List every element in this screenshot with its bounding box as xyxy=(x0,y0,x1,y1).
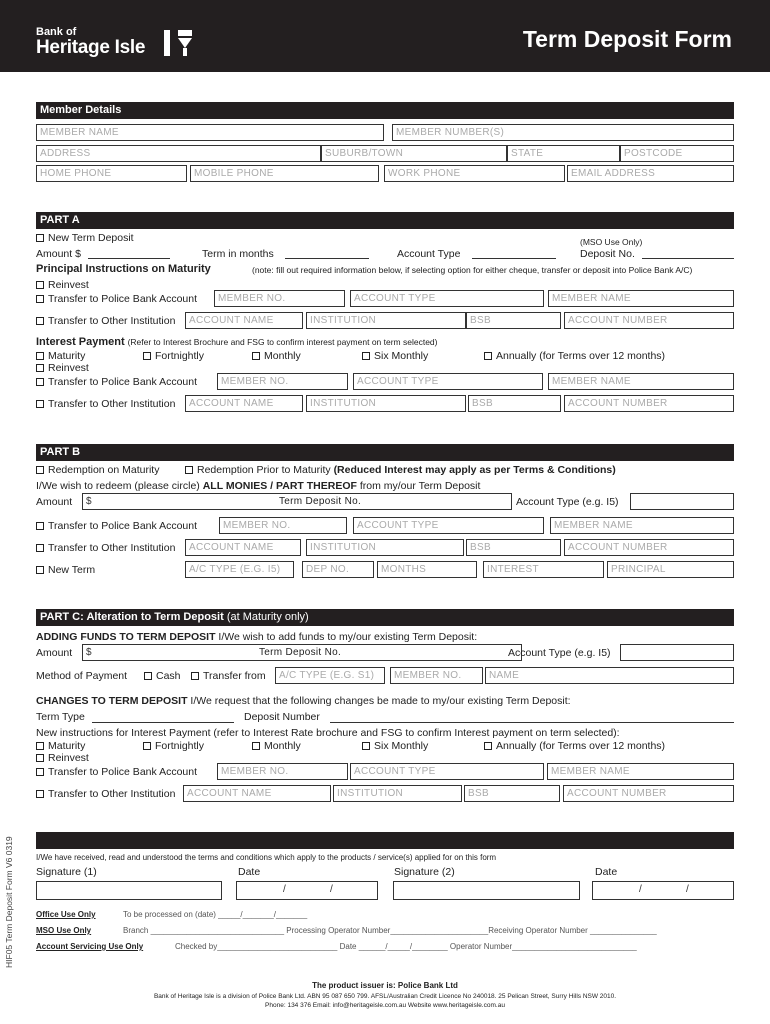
account-number-field[interactable]: ACCOUNT NUMBER xyxy=(564,539,734,556)
checkbox-icon[interactable] xyxy=(36,566,44,574)
transfer-from-option[interactable] xyxy=(191,670,266,682)
reinvest-label: Reinvest xyxy=(48,362,89,374)
checkbox-icon[interactable] xyxy=(362,352,370,360)
new-term-deposit-label: New Term Deposit xyxy=(48,232,134,244)
account-number-field[interactable]: ACCOUNT NUMBER xyxy=(564,312,734,329)
part-c-title: PART C: Alteration to Term Deposit xyxy=(40,611,224,623)
redeem-wish-text: I/We wish to redeem (please circle) xyxy=(36,480,200,492)
redeem-wish-line xyxy=(36,480,480,492)
suburb-field[interactable]: SUBURB/TOWN xyxy=(321,145,507,162)
account-type-label: Account Type xyxy=(397,248,461,260)
c-monthly-option[interactable] xyxy=(252,740,301,752)
months-field[interactable]: MONTHS xyxy=(377,561,477,578)
member-name-field[interactable]: MEMBER NAME xyxy=(548,290,734,307)
principal-note: (note: fill out required information below, if selecting option for either cheque, transfer or deposit into Police Bank A/C) xyxy=(252,265,693,275)
part-c-subtitle: (at Maturity only) xyxy=(226,611,309,623)
term-type-label: Term Type xyxy=(36,711,85,723)
deposit-number-line[interactable] xyxy=(330,722,734,723)
bsb-field[interactable]: BSB xyxy=(468,395,561,412)
bank-name-line2: Heritage Isle xyxy=(36,37,146,58)
signature-1-label: Signature (1) xyxy=(36,866,97,878)
checked-by-line[interactable]: Checked by___________________________ Date ______/_____/________ Operator Number____________________________ xyxy=(175,942,637,951)
reinvest-label: Reinvest xyxy=(48,279,89,291)
method-payment-label: Method of Payment xyxy=(36,670,128,682)
product-issuer: The product issuer is: Police Bank Ltd xyxy=(312,981,458,990)
checkbox-icon[interactable] xyxy=(362,742,370,750)
principal-field[interactable]: PRINCIPAL xyxy=(607,561,734,578)
terms-acknowledgement: I/We have received, read and understood the terms and conditions which apply to the products / service(s) applied for on this form xyxy=(36,853,497,862)
legal-line-2: Phone: 134 376 Email: info@heritageisle.com.au Website www.heritageisle.com.au xyxy=(265,1002,505,1009)
checkbox-icon[interactable] xyxy=(143,352,151,360)
account-name-field[interactable]: ACCOUNT NAME xyxy=(185,539,301,556)
checkbox-icon[interactable] xyxy=(185,466,193,474)
new-instructions-text: New instructions for Interest Payment (refer to Interest Rate brochure and FSG to confirm Interest payment on term selected): xyxy=(36,727,620,739)
amount-line[interactable] xyxy=(88,258,170,259)
annually-label: Annually (for Terms over 12 months) xyxy=(496,740,666,752)
checkbox-icon[interactable] xyxy=(36,400,44,408)
c-fortnightly-option[interactable] xyxy=(143,740,204,752)
checkbox-icon[interactable] xyxy=(36,544,44,552)
part-b-heading: PART B xyxy=(36,444,734,461)
checkbox-icon[interactable] xyxy=(484,742,492,750)
member-no-field[interactable]: MEMBER NO. xyxy=(214,290,345,307)
redeem-options-text[interactable]: ALL MONIES / PART THEREOF xyxy=(202,480,357,492)
checkbox-icon[interactable] xyxy=(36,754,44,762)
ac-type-field[interactable]: A/C TYPE (E.G. I5) xyxy=(185,561,294,578)
c-six-monthly-option[interactable] xyxy=(362,740,428,752)
date-2-label: Date xyxy=(595,866,618,878)
redemption-prior-option[interactable] xyxy=(185,464,616,476)
checkbox-icon[interactable] xyxy=(36,768,44,776)
member-no-field[interactable]: MEMBER NO. xyxy=(217,763,348,780)
account-type-field[interactable]: ACCOUNT TYPE xyxy=(353,373,543,390)
member-numbers-field[interactable]: MEMBER NUMBER(S) xyxy=(392,124,734,141)
bsb-field[interactable]: BSB xyxy=(466,539,561,556)
signature-heading-bar xyxy=(36,832,734,849)
adding-funds-heading: ADDING FUNDS TO TERM DEPOSIT xyxy=(36,631,216,643)
fortnightly-label: Fortnightly xyxy=(155,740,205,752)
checkbox-icon[interactable] xyxy=(484,352,492,360)
work-phone-field[interactable]: WORK PHONE xyxy=(384,165,565,182)
account-type-field[interactable]: ACCOUNT TYPE xyxy=(350,763,544,780)
transfer-other-label: Transfer to Other Institution xyxy=(48,788,176,800)
bsb-field[interactable]: BSB xyxy=(466,312,561,329)
bsb-field[interactable]: BSB xyxy=(464,785,560,802)
six-monthly-label: Six Monthly xyxy=(374,740,429,752)
b-transfer-police-bank-option[interactable] xyxy=(36,520,197,532)
signature-2-field[interactable] xyxy=(393,881,580,900)
amount-field[interactable] xyxy=(82,493,512,510)
cash-option[interactable] xyxy=(144,670,181,682)
adding-funds-line xyxy=(36,631,477,643)
institution-field[interactable]: INSTITUTION xyxy=(306,395,466,412)
date-slash: / xyxy=(283,884,287,895)
interest-payment-note: (Refer to Interest Brochure and FSG to confirm interest payment on term selected) xyxy=(127,337,438,347)
redeem-from-text: from my/our Term Deposit xyxy=(359,480,481,492)
interest-transfer-other-option[interactable] xyxy=(36,398,175,410)
interest-payment-row xyxy=(36,336,438,348)
reinvest-option[interactable] xyxy=(36,279,89,291)
institution-field[interactable]: INSTITUTION xyxy=(333,785,462,802)
monthly-label: Monthly xyxy=(264,740,301,752)
checkbox-icon[interactable] xyxy=(36,466,44,474)
mso-use-label: MSO Use Only xyxy=(36,926,92,935)
member-no-field[interactable]: MEMBER NO. xyxy=(217,373,348,390)
date-2-field[interactable] xyxy=(592,881,734,900)
maturity-label: Maturity xyxy=(48,740,86,752)
date-slash: / xyxy=(639,884,643,895)
member-no-field[interactable]: MEMBER NO. xyxy=(219,517,347,534)
changes-heading: CHANGES TO TERM DEPOSIT xyxy=(36,695,188,707)
transfer-other-label: Transfer to Other Institution xyxy=(48,542,176,554)
maturity-label: Maturity xyxy=(48,350,86,362)
fortnightly-label: Fortnightly xyxy=(155,350,205,362)
member-name-field[interactable]: MEMBER NAME xyxy=(547,763,734,780)
c-maturity-option[interactable] xyxy=(36,740,85,752)
interest-payment-heading: Interest Payment xyxy=(36,336,125,348)
new-term-deposit-option[interactable] xyxy=(36,232,134,244)
c-transfer-police-bank-option[interactable] xyxy=(36,766,197,778)
account-type-eg-label: Account Type (e.g. I5) xyxy=(508,647,611,659)
transfer-other-institution-option[interactable] xyxy=(36,315,175,327)
redemption-prior-label: Redemption Prior to Maturity xyxy=(197,464,331,476)
checkbox-icon[interactable] xyxy=(144,672,152,680)
dollar-sign: $ xyxy=(86,647,92,658)
amount-label: Amount $ xyxy=(36,248,81,260)
transfer-other-label: Transfer to Other Institution xyxy=(48,398,176,410)
c-reinvest-option[interactable] xyxy=(36,752,89,764)
interest-transfer-police-bank-option[interactable] xyxy=(36,376,197,388)
checkbox-icon[interactable] xyxy=(36,742,44,750)
date-1-label: Date xyxy=(238,866,261,878)
state-field[interactable]: STATE xyxy=(507,145,620,162)
redemption-maturity-label: Redemption on Maturity xyxy=(48,464,160,476)
bank-logo-icon xyxy=(162,30,196,56)
amount-label: Amount xyxy=(36,647,73,659)
six-monthly-label: Six Monthly xyxy=(374,350,429,362)
part-a-heading: PART A xyxy=(36,212,734,229)
date-slash: / xyxy=(330,884,334,895)
redemption-maturity-option[interactable] xyxy=(36,464,159,476)
account-servicing-label: Account Servicing Use Only xyxy=(36,942,144,951)
name-field[interactable]: NAME xyxy=(485,667,734,684)
member-details-heading: Member Details xyxy=(36,102,734,119)
member-name-field[interactable]: MEMBER NAME xyxy=(548,373,734,390)
member-name-field[interactable]: MEMBER NAME xyxy=(550,517,734,534)
deposit-number-label: Deposit Number xyxy=(244,711,320,723)
mobile-phone-field[interactable]: MOBILE PHONE xyxy=(190,165,379,182)
checkbox-icon[interactable] xyxy=(36,234,44,242)
transfer-police-bank-label: Transfer to Police Bank Account xyxy=(48,520,198,532)
checkbox-icon[interactable] xyxy=(36,281,44,289)
new-term-option[interactable] xyxy=(36,564,95,576)
account-type-eg-label: Account Type (e.g. I5) xyxy=(516,496,619,508)
transfer-from-label: Transfer from xyxy=(203,670,266,682)
transfer-police-bank-option[interactable] xyxy=(36,293,197,305)
term-type-line[interactable] xyxy=(92,722,234,723)
annually-option[interactable] xyxy=(484,350,665,362)
b-transfer-other-option[interactable] xyxy=(36,542,175,554)
address-field[interactable]: ADDRESS xyxy=(36,145,321,162)
six-monthly-option[interactable] xyxy=(362,350,428,362)
institution-field[interactable]: INSTITUTION xyxy=(306,539,464,556)
date-1-field[interactable] xyxy=(236,881,378,900)
interest-reinvest-option[interactable] xyxy=(36,362,89,374)
mso-use-only-label: (MSO Use Only) xyxy=(580,237,643,247)
checkbox-icon[interactable] xyxy=(252,352,260,360)
checkbox-icon[interactable] xyxy=(36,364,44,372)
fortnightly-option[interactable] xyxy=(143,350,204,362)
term-deposit-no-label: Term Deposit No. xyxy=(279,496,362,507)
transfer-police-bank-label: Transfer to Police Bank Account xyxy=(48,766,198,778)
amount-label: Amount xyxy=(36,496,73,508)
account-type-eg-field[interactable] xyxy=(620,644,734,661)
part-c-heading xyxy=(36,609,734,626)
checkbox-icon[interactable] xyxy=(36,378,44,386)
bank-name-line1: Bank of xyxy=(36,26,77,38)
office-use-label: Office Use Only xyxy=(36,910,96,919)
cash-label: Cash xyxy=(156,670,181,682)
checkbox-icon[interactable] xyxy=(252,742,260,750)
account-type-field[interactable]: ACCOUNT TYPE xyxy=(350,290,544,307)
signature-1-field[interactable] xyxy=(36,881,222,900)
annually-label: Annually (for Terms over 12 months) xyxy=(496,350,666,362)
transfer-police-bank-label: Transfer to Police Bank Account xyxy=(48,293,198,305)
account-number-field[interactable]: ACCOUNT NUMBER xyxy=(563,785,734,802)
email-field[interactable]: EMAIL ADDRESS xyxy=(567,165,734,182)
reduced-interest-note: (Reduced Interest may apply as per Terms & Conditions) xyxy=(333,464,616,476)
amount-field[interactable] xyxy=(82,644,522,661)
c-annually-option[interactable] xyxy=(484,740,665,752)
ac-type-s1-field[interactable]: A/C TYPE (E.G. S1) xyxy=(275,667,385,684)
transfer-police-bank-label: Transfer to Police Bank Account xyxy=(48,376,198,388)
c-transfer-other-option[interactable] xyxy=(36,788,175,800)
changes-line xyxy=(36,695,571,707)
monthly-option[interactable] xyxy=(252,350,301,362)
page-title: Term Deposit Form xyxy=(522,26,732,52)
checkbox-icon[interactable] xyxy=(36,522,44,530)
institution-field[interactable]: INSTITUTION xyxy=(306,312,466,329)
deposit-no-label: Deposit No. xyxy=(580,248,635,260)
checkbox-icon[interactable] xyxy=(36,295,44,303)
transfer-other-label: Transfer to Other Institution xyxy=(48,315,176,327)
branch-operator-line[interactable]: Branch ______________________________ Processing Operator Number______________________Receiving Operator Number _______________ xyxy=(123,926,657,935)
checkbox-icon[interactable] xyxy=(36,790,44,798)
checkbox-icon[interactable] xyxy=(36,352,44,360)
legal-line-1: Bank of Heritage Isle is a division of Police Bank Ltd. ABN 95 087 650 799. AFSL/Australian Credit Licence No 240018. 25 Pelican Street, Surry Hills NSW 2010. xyxy=(153,993,617,1000)
member-no-field[interactable]: MEMBER NO. xyxy=(390,667,483,684)
account-name-field[interactable]: ACCOUNT NAME xyxy=(183,785,331,802)
checkbox-icon[interactable] xyxy=(143,742,151,750)
term-months-line[interactable] xyxy=(285,258,369,259)
term-months-label: Term in months xyxy=(202,248,274,260)
interest-field[interactable]: INTEREST xyxy=(483,561,604,578)
dollar-sign: $ xyxy=(86,496,92,507)
postcode-field[interactable]: POSTCODE xyxy=(620,145,734,162)
changes-text: I/We request that the following changes be made to my/our existing Term Deposit: xyxy=(190,695,571,707)
account-name-field[interactable]: ACCOUNT NAME xyxy=(185,395,303,412)
deposit-no-line[interactable] xyxy=(642,258,734,259)
account-type-field[interactable]: ACCOUNT TYPE xyxy=(353,517,544,534)
adding-funds-text: I/We wish to add funds to my/our existing Term Deposit: xyxy=(218,631,478,643)
new-term-label: New Term xyxy=(48,564,96,576)
signature-2-label: Signature (2) xyxy=(394,866,455,878)
reinvest-label: Reinvest xyxy=(48,752,89,764)
form-version-label: HIF05 Term Deposit Form V6 0319 xyxy=(4,836,14,968)
principal-instructions-heading: Principal Instructions on Maturity xyxy=(36,263,211,275)
checkbox-icon[interactable] xyxy=(36,317,44,325)
processed-date-line[interactable]: To be processed on (date) _____/_______/_______ xyxy=(123,910,308,919)
member-name-field[interactable]: MEMBER NAME xyxy=(36,124,384,141)
account-number-field[interactable]: ACCOUNT NUMBER xyxy=(564,395,734,412)
account-type-eg-field[interactable] xyxy=(630,493,734,510)
home-phone-field[interactable]: HOME PHONE xyxy=(36,165,187,182)
account-type-line[interactable] xyxy=(472,258,556,259)
dep-no-field[interactable]: DEP NO. xyxy=(302,561,374,578)
monthly-label: Monthly xyxy=(264,350,301,362)
term-deposit-no-label: Term Deposit No. xyxy=(259,647,342,658)
maturity-option[interactable] xyxy=(36,350,85,362)
account-name-field[interactable]: ACCOUNT NAME xyxy=(185,312,303,329)
date-slash: / xyxy=(686,884,690,895)
checkbox-icon[interactable] xyxy=(191,672,199,680)
